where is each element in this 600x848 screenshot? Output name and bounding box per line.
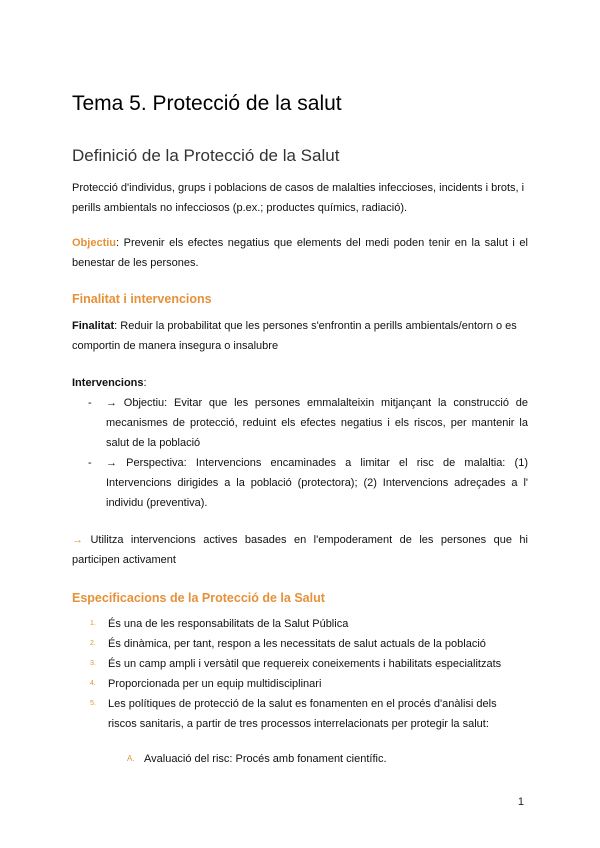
specs-list [72, 614, 528, 734]
list-item-text: → Perspectiva: Intervencions encaminades a limitar el risc de malaltia: (1) Intervencions dirigides a la població (protectora); (2) Intervencions adreçades a l' individu (preventiva). [106, 457, 528, 509]
note-text: Utilitza intervencions actives basades en l'empoderament de les persones que hi participen activament [72, 534, 528, 566]
list-letter: A. [127, 754, 135, 763]
arrow-icon: → [72, 534, 83, 546]
list-item-text: És un camp ampli i versàtil que requereix coneixements i habilitats especialitzats [108, 658, 502, 670]
list-item [72, 694, 528, 734]
objective-label: Objectiu [72, 237, 117, 249]
dash-marker: - [88, 397, 92, 409]
list-item-text: → Objectiu: Evitar que les persones emmalalteixin mitjançant la construcció de mecanismes de protecció, reduint els efectes negatius i els riscos, per mantenir la salut de la població [106, 397, 528, 449]
list-item [72, 654, 528, 674]
page-number: 1 [517, 796, 524, 808]
list-number: 2. [90, 640, 96, 647]
section-subtitle: Definició de la Protecció de la Salut [72, 146, 340, 165]
objective-text: : Prevenir els efectes negatius que elements del medi poden tenir en la salut i el benestar de les persones. [72, 237, 528, 269]
objective-paragraph [72, 233, 528, 273]
finalitat-heading: Finalitat i intervencions [72, 292, 212, 306]
interventions-label-line [72, 373, 528, 393]
list-item-text: Proporcionada per un equip multidisciplinari [108, 678, 322, 690]
list-number: 1. [90, 620, 96, 627]
risk-process-list [72, 749, 528, 769]
list-item [72, 453, 528, 513]
list-item [72, 634, 528, 654]
list-item-text: És una de les responsabilitats de la Salut Pública [108, 618, 349, 630]
finalitat-text: : Reduir la probabilitat que les persones s'enfrontin a perills ambientals/entorn o es comportin de manera insegura o insalubre [72, 320, 517, 352]
list-number: 3. [90, 660, 96, 667]
list-item-text: Avaluació del risc: Procés amb fonament científic. [144, 753, 387, 765]
interventions-list [72, 393, 528, 513]
finalitat-paragraph [72, 316, 528, 356]
specs-heading: Especificacions de la Protecció de la Salut [72, 591, 325, 605]
interventions-label: Intervencions [72, 377, 144, 389]
definition-paragraph: Protecció d'individus, grups i poblacions de casos de malalties infeccioses, incidents i brots, i perills ambientals no infecciosos (p.ex.; productes químics, radiació). [72, 182, 525, 214]
list-item-text: És dinàmica, per tant, respon a les necessitats de salut actuals de la població [108, 638, 486, 650]
list-item [72, 674, 528, 694]
list-number: 4. [90, 680, 96, 687]
list-number: 5. [90, 700, 96, 707]
note-paragraph [72, 530, 528, 570]
list-item [72, 614, 528, 634]
list-item-text: Les polítiques de protecció de la salut es fonamenten en el procés d'anàlisi dels riscos sanitaris, a partir de tres processos interrelacionats per protegir la salut: [108, 698, 497, 730]
list-item [72, 749, 528, 769]
dash-marker: - [88, 457, 92, 469]
page-title: Tema 5. Protecció de la salut [72, 92, 342, 115]
list-item [72, 393, 528, 453]
finalitat-label: Finalitat [72, 320, 115, 332]
interventions-colon: : [143, 377, 147, 389]
